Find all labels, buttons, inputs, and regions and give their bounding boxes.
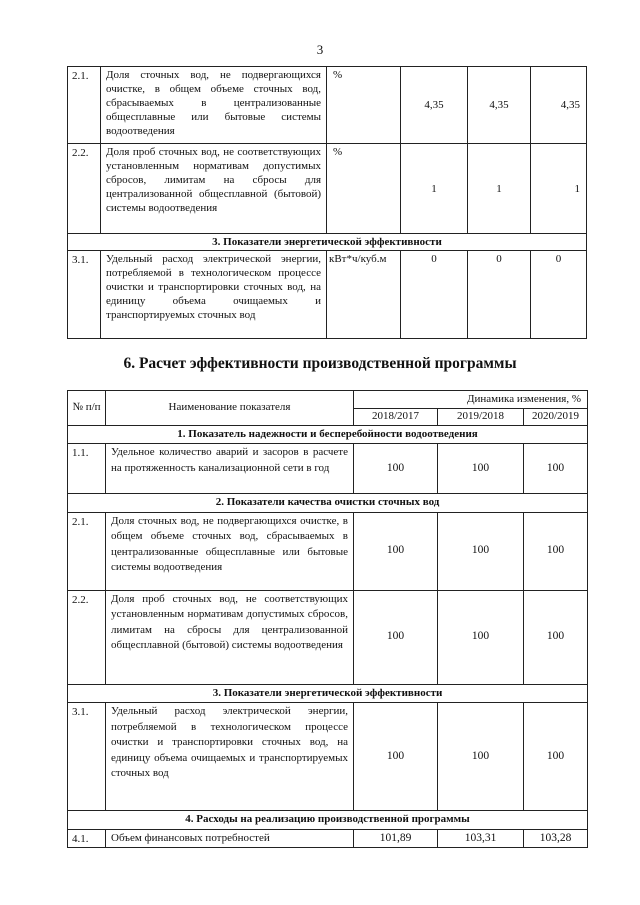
section-heading: 3. Показатели энергетической эффективности xyxy=(68,684,588,703)
value-cell: 103,28 xyxy=(524,829,588,848)
section-row xyxy=(68,425,588,444)
value-cell: 100 xyxy=(438,512,524,590)
table-row xyxy=(68,444,588,494)
section-row xyxy=(68,811,588,830)
value-cell: 100 xyxy=(524,703,588,811)
section-heading: 4. Расходы на реализацию производственной программы xyxy=(68,811,588,830)
table-row xyxy=(68,251,587,339)
column-header-period: 2020/2019 xyxy=(524,409,588,426)
section-row xyxy=(68,494,588,513)
indicator-name: Доля проб сточных вод, не соответствующих установленным нормативам допустимых сбросов, лимитам на сбросы для централизованной общесплавной (бытовой) системы водоотведения xyxy=(106,590,354,684)
indicator-name: Удельный расход электрической энергии, потребляемой в технологическом процессе очистки и транспортировки сточных вод, на единицу объема очищаемых и транспортируемых сточных вод xyxy=(106,703,354,811)
value-cell: 100 xyxy=(354,444,438,494)
row-number: 2.2. xyxy=(68,590,106,684)
value-cell: 100 xyxy=(524,512,588,590)
row-number: 3.1. xyxy=(68,703,106,811)
indicator-name: Доля сточных вод, не подвергающихся очистке, в общем объеме сточных вод, сбрасываемых в централизованные общесплавные или бытовые системы водоотведения xyxy=(106,512,354,590)
section-row xyxy=(68,234,587,251)
row-number: 2.1. xyxy=(68,512,106,590)
value-cell: 100 xyxy=(354,703,438,811)
row-number: 1.1. xyxy=(68,444,106,494)
section-row xyxy=(68,684,588,703)
table-row xyxy=(68,703,588,811)
row-number: 2.1. xyxy=(68,67,101,144)
table-row xyxy=(68,590,588,684)
value-cell: 101,89 xyxy=(354,829,438,848)
indicator-name: Доля проб сточных вод, не соответствующих установленным нормативам допустимых сбросов, лимитам на сбросы для централизованной общесплавной (бытовой) системы водоотведения xyxy=(101,144,327,234)
page-number: 3 xyxy=(316,42,324,57)
indicator-name: Удельное количество аварий и засоров в расчете на протяженность канализационной сети в год xyxy=(106,444,354,494)
value-cell: 100 xyxy=(438,444,524,494)
value-cell: 100 xyxy=(524,590,588,684)
indicator-name: Объем финансовых потребностей xyxy=(106,829,354,848)
value-cell: 1 xyxy=(531,144,587,234)
unit-cell: кВт*ч/куб.м xyxy=(327,251,401,339)
value-cell: 100 xyxy=(524,444,588,494)
table-row xyxy=(68,67,587,144)
value-cell: 100 xyxy=(438,590,524,684)
section-title: 6. Расчет эффективности производственной программы xyxy=(123,355,517,372)
value-cell: 100 xyxy=(354,590,438,684)
value-cell: 4,35 xyxy=(531,67,587,144)
table-row xyxy=(68,829,588,848)
value-cell: 1 xyxy=(401,144,468,234)
indicators-table xyxy=(67,66,587,339)
value-cell: 0 xyxy=(468,251,531,339)
column-header-number: № п/п xyxy=(68,391,106,426)
table-row xyxy=(68,512,588,590)
unit-cell: % xyxy=(327,144,401,234)
value-cell: 4,35 xyxy=(468,67,531,144)
section-heading: 3. Показатели энергетической эффективности xyxy=(68,234,587,251)
table-row xyxy=(68,144,587,234)
efficiency-table-body xyxy=(68,425,588,848)
value-cell: 103,31 xyxy=(438,829,524,848)
column-header-name: Наименование показателя xyxy=(106,391,354,426)
row-number: 3.1. xyxy=(68,251,101,339)
unit-cell: % xyxy=(327,67,401,144)
column-header-dynamics: Динамика изменения, % xyxy=(354,391,588,409)
column-header-period: 2018/2017 xyxy=(354,409,438,426)
value-cell: 100 xyxy=(438,703,524,811)
row-number: 2.2. xyxy=(68,144,101,234)
column-header-period: 2019/2018 xyxy=(438,409,524,426)
efficiency-table xyxy=(67,390,588,848)
value-cell: 1 xyxy=(468,144,531,234)
value-cell: 100 xyxy=(354,512,438,590)
indicators-table-body xyxy=(68,67,587,339)
section-heading: 1. Показатель надежности и бесперебойности водоотведения xyxy=(68,425,588,444)
value-cell: 0 xyxy=(401,251,468,339)
value-cell: 4,35 xyxy=(401,67,468,144)
value-cell: 0 xyxy=(531,251,587,339)
section-heading: 2. Показатели качества очистки сточных вод xyxy=(68,494,588,513)
row-number: 4.1. xyxy=(68,829,106,848)
indicator-name: Доля сточных вод, не подвергающихся очистке, в общем объеме сточных вод, сбрасываемых в централизованные общесплавные или бытовые системы водоотведения xyxy=(101,67,327,144)
indicator-name: Удельный расход электрической энергии, потребляемой в технологическом процессе очистки и транспортировки сточных вод, на единицу объема очищаемых и транспортируемых сточных вод xyxy=(101,251,327,339)
